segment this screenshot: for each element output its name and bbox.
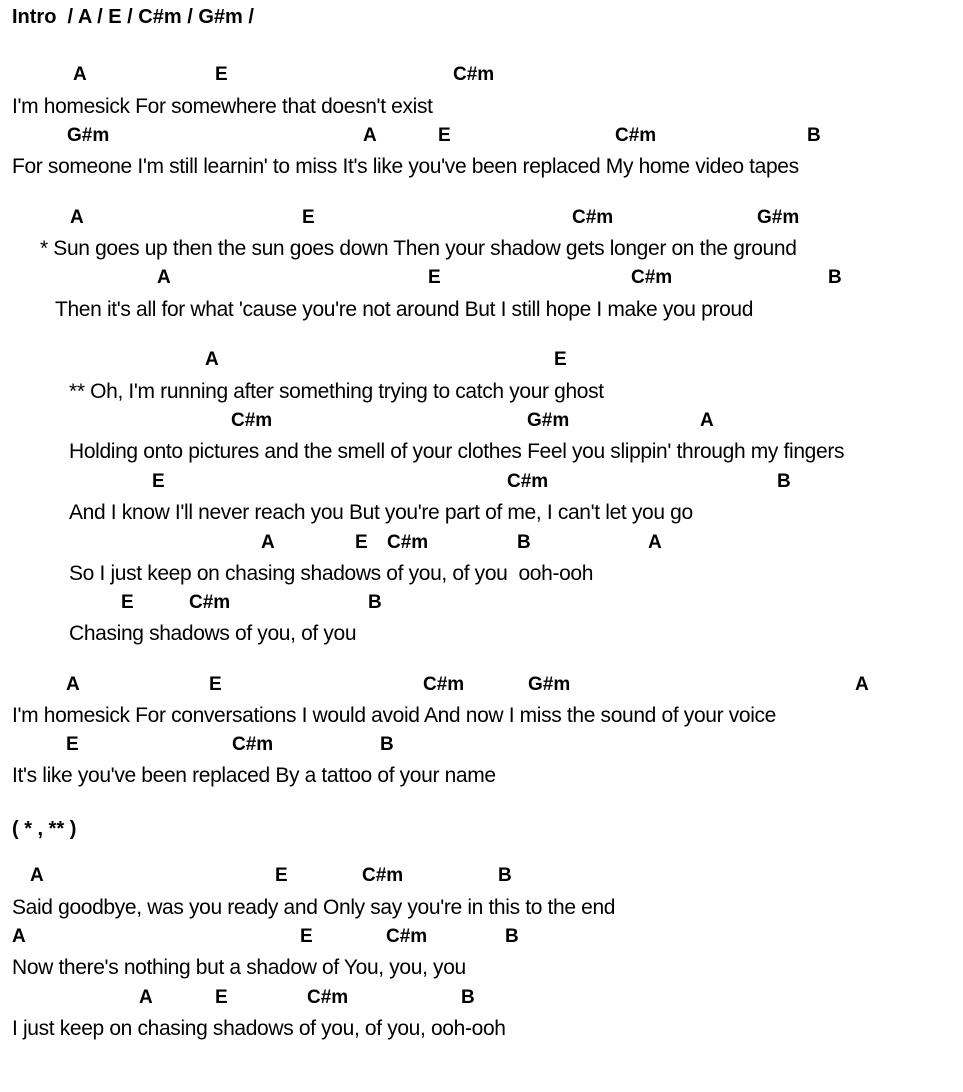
chord: E [152,471,165,492]
lyric-line: For someone I'm still learnin' to miss It's like you've been replaced My home video tapes [12,155,799,178]
chord: E [215,987,228,1008]
chord: E [554,349,567,370]
chord: A [855,674,869,695]
chord: E [300,926,313,947]
chord: A [205,349,219,370]
chord: B [517,532,531,553]
chord: C#m [232,734,274,755]
chord: A [261,532,275,553]
chord: C#m [189,592,231,613]
lyric-line: So I just keep on chasing shadows of you, of you ooh-ooh [69,562,594,585]
chord-row [0,674,963,698]
chord: E [209,674,222,695]
chord-row [0,987,963,1011]
lyric-line: * Sun goes up then the sun goes down Then your shadow gets longer on the ground [40,237,797,260]
chord-row [0,471,963,495]
lyric-line: Said goodbye, was you ready and Only say you're in this to the end [12,896,616,919]
chord-row [0,267,963,291]
repeat-marker: ( * , ** ) [12,818,77,840]
chord: B [505,926,519,947]
chord: G#m [527,410,570,431]
chord: A [648,532,662,553]
chord: C#m [307,987,349,1008]
chord: C#m [362,865,404,886]
chord: B [461,987,475,1008]
lyric-line: It's like you've been replaced By a tattoo of your name [12,764,496,787]
chord-row [0,734,963,758]
chord: A [157,267,171,288]
chord: C#m [615,125,657,146]
chord: C#m [453,64,495,85]
intro-line: Intro / A / E / C#m / G#m / [12,6,254,28]
chord-row [0,926,963,950]
chord: C#m [423,674,465,695]
chord: C#m [507,471,549,492]
chord: A [30,865,44,886]
chord: B [807,125,821,146]
chord: E [428,267,441,288]
lyric-line: I'm homesick For conversations I would avoid And now I miss the sound of your voice [12,704,776,727]
chord-row [0,410,963,434]
chord: C#m [231,410,273,431]
chord-row [0,592,963,616]
chord: C#m [631,267,673,288]
lyric-line: Holding onto pictures and the smell of your clothes Feel you slippin' through my fingers [69,440,845,463]
chord: A [700,410,714,431]
chord: B [777,471,791,492]
chord: G#m [528,674,571,695]
lyric-line: I'm homesick For somewhere that doesn't exist [12,95,433,118]
chord: E [355,532,368,553]
lyric-line: ** Oh, I'm running after something trying to catch your ghost [69,380,604,403]
lyric-line: Chasing shadows of you, of you [69,622,357,645]
lyric-line: Now there's nothing but a shadow of You, you, you [12,956,466,979]
chord: E [121,592,134,613]
chord: C#m [572,207,614,228]
chord-row [0,207,963,231]
chord: A [363,125,377,146]
chord: C#m [386,926,428,947]
chord: E [275,865,288,886]
chord: E [438,125,451,146]
chord: E [302,207,315,228]
chord: B [498,865,512,886]
chord: A [73,64,87,85]
chord: G#m [757,207,800,228]
chord: G#m [67,125,110,146]
chord: E [215,64,228,85]
chord: A [12,926,26,947]
chord-row [0,64,963,88]
chord-row [0,532,963,556]
lyric-line: And I know I'll never reach you But you're part of me, I can't let you go [69,501,693,524]
chord: A [66,674,80,695]
chord-row [0,349,963,373]
chord: B [368,592,382,613]
chord: C#m [387,532,429,553]
chord-row [0,125,963,149]
chord: A [70,207,84,228]
lyric-line: Then it's all for what 'cause you're not around But I still hope I make you proud [55,298,754,321]
chord: B [380,734,394,755]
chord-row [0,865,963,889]
chord: E [66,734,79,755]
lyric-line: I just keep on chasing shadows of you, of you, ooh-ooh [12,1017,506,1040]
chord: A [139,987,153,1008]
chord: B [828,267,842,288]
